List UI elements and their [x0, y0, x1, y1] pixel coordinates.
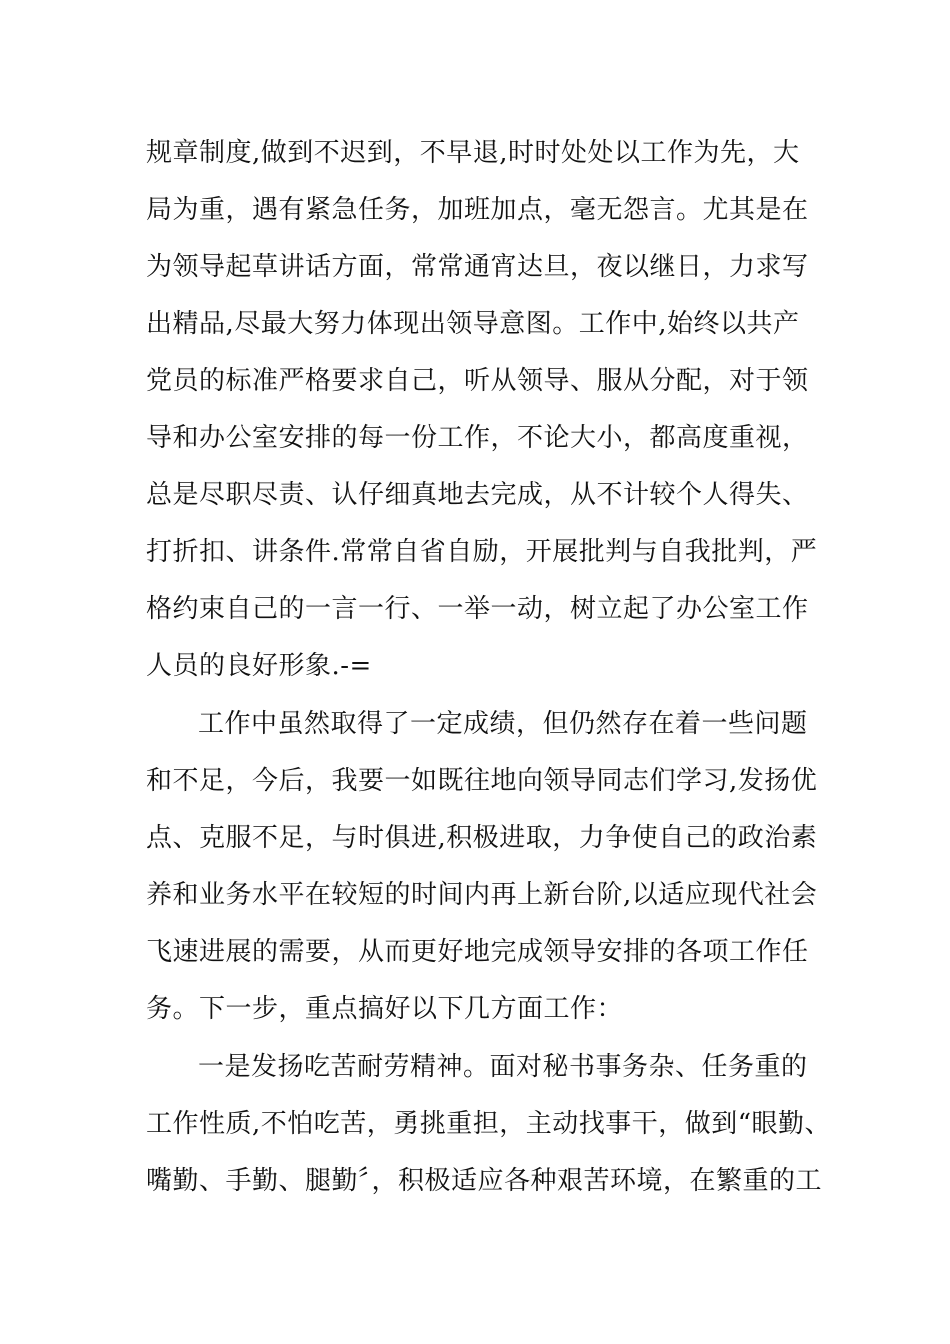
text-line: 总是尽职尽责、认仔细真地去完成，从不计较个人得失、	[146, 480, 809, 510]
text-line: 飞速进展的需要，从而更好地完成领导安排的各项工作任	[146, 937, 809, 967]
text-line: 务。下一步，重点搞好以下几方面工作：	[146, 994, 624, 1024]
text-line: 打折扣、讲条件.常常自省自励，开展批判与自我批判，严	[146, 537, 818, 567]
text-line: 格约束自己的一言一行、一举一动，树立起了办公室工作	[146, 594, 809, 624]
text-line: 养和业务水平在较短的时间内再上新台阶,以适应现代社会	[146, 880, 818, 910]
text-line: 为领导起草讲话方面，常常通宵达旦，夜以继日，力求写	[146, 252, 809, 282]
text-line: 嘴勤、手勤、腿勤〞，积极适应各种艰苦环境，在繁重的工	[146, 1166, 823, 1196]
text-line: 导和办公室安排的每一份工作，不论大小，都高度重视，	[146, 423, 809, 453]
text-line: 规章制度,做到不迟到，不早退,时时处处以工作为先，大	[146, 138, 800, 168]
text-line: 工作性质,不怕吃苦，勇挑重担，主动找事干，做到“眼勤、	[146, 1109, 832, 1139]
text-line: 和不足，今后，我要一如既往地向领导同志们学习,发扬优	[146, 766, 818, 796]
text-line: 党员的标准严格要求自己，听从领导、服从分配，对于领	[146, 366, 809, 396]
paragraph-first-line: 一是发扬吃苦耐劳精神。面对秘书事务杂、任务重的	[198, 1052, 808, 1082]
text-line: 出精品,尽最大努力体现出领导意图。工作中,始终以共产	[146, 309, 800, 339]
paragraph-first-line: 工作中虽然取得了一定成绩，但仍然存在着一些问题	[198, 709, 808, 739]
text-line: 人员的良好形象.-=	[146, 651, 372, 681]
text-line: 点、克服不足，与时俱进,积极进取，力争使自己的政治素	[146, 823, 818, 853]
text-line: 局为重，遇有紧急任务，加班加点，毫无怨言。尤其是在	[146, 195, 809, 225]
